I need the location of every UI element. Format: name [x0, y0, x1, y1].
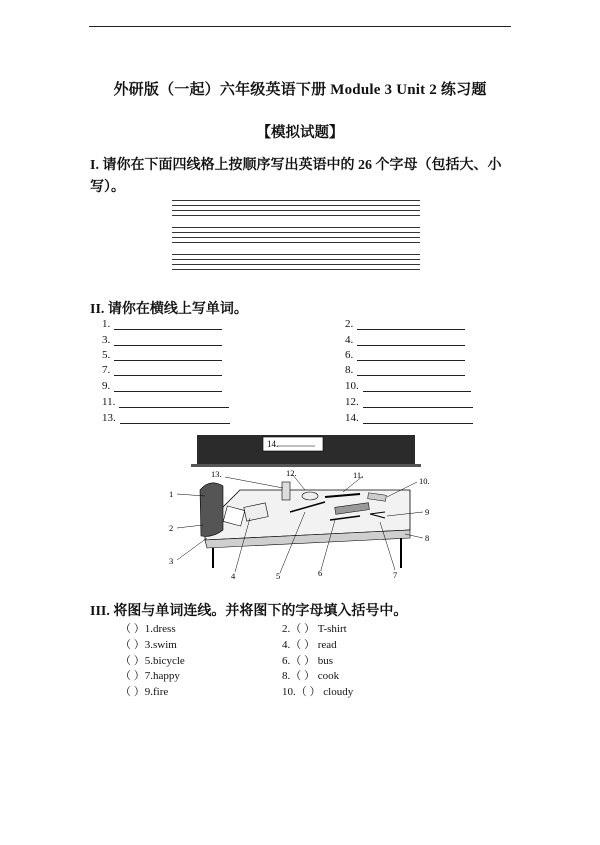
section-1-heading: I. 请你在下面四线格上按顺序写出英语中的 26 个字母（包括大、小写）。 — [90, 158, 502, 195]
word-item: 5. — [102, 349, 222, 363]
match-item: （ ）3.swim — [120, 639, 177, 651]
pic-label-12: 12. — [286, 468, 297, 478]
pic-label-7: 7 — [393, 570, 398, 580]
pic-label-6: 6 — [318, 568, 323, 578]
match-item: 6.（ ） bus — [282, 655, 334, 667]
answer-paren[interactable]: 6.（ ） — [282, 655, 315, 667]
word-item: 2. — [345, 318, 465, 332]
answer-blank[interactable] — [114, 364, 222, 376]
word-item: 7. — [102, 364, 222, 378]
answer-blank[interactable] — [120, 412, 230, 424]
pic-label-2: 2 — [169, 523, 174, 533]
page-title: 外研版（一起）六年级英语下册 Module 3 Unit 2 练习题 — [113, 82, 487, 98]
pic-label-11: 11. — [353, 470, 364, 480]
header-rule — [89, 26, 511, 27]
match-item: （ ）7.happy — [120, 670, 180, 682]
chair — [200, 483, 223, 537]
pic-label-1: 1 — [169, 489, 174, 499]
answer-blank[interactable] — [119, 396, 229, 408]
answer-paren[interactable]: 10.（ ） — [282, 686, 321, 698]
match-item: （ ）1.dress — [120, 623, 176, 635]
pic-label-8: 8 — [425, 533, 430, 543]
pic-label-9: 9 — [425, 507, 430, 517]
pic-label-10: 10. — [419, 476, 430, 486]
answer-blank[interactable] — [357, 334, 465, 346]
answer-blank[interactable] — [114, 334, 222, 346]
word-item: 9. — [102, 380, 222, 394]
answer-paren[interactable]: （ ） — [120, 686, 145, 698]
board-label: 14. — [267, 439, 279, 449]
word-item: 4. — [345, 334, 465, 348]
word-item: 10. — [345, 380, 471, 394]
eraser-object — [302, 492, 318, 500]
match-item: 2.（ ） T-shirt — [282, 623, 347, 635]
glue-object — [282, 482, 290, 500]
word-item: 12. — [345, 396, 473, 410]
answer-blank[interactable] — [363, 396, 473, 408]
answer-blank[interactable] — [114, 349, 222, 361]
answer-blank[interactable] — [363, 380, 471, 392]
pic-label-4: 4 — [231, 571, 236, 580]
word-item: 6. — [345, 349, 465, 363]
answer-blank[interactable] — [114, 318, 222, 330]
word-item: 13. — [102, 412, 230, 426]
pic-label-13: 13. — [211, 469, 222, 479]
four-line-grid — [172, 200, 420, 270]
classroom-illustration — [165, 430, 435, 580]
answer-paren[interactable]: （ ） — [120, 655, 145, 667]
answer-blank[interactable] — [363, 412, 473, 424]
answer-blank[interactable] — [357, 364, 465, 376]
section-3-heading: III. 将图与单词连线。并将图下的字母填入括号中。 — [90, 604, 408, 619]
answer-paren[interactable]: 2.（ ） — [282, 623, 315, 635]
page-subtitle: 【模拟试题】 — [256, 125, 344, 141]
word-item: 8. — [345, 364, 465, 378]
answer-paren[interactable]: 4.（ ） — [282, 639, 315, 651]
pic-label-3: 3 — [169, 556, 174, 566]
word-item: 11. — [102, 396, 229, 410]
answer-blank[interactable] — [357, 318, 465, 330]
answer-blank[interactable] — [357, 349, 465, 361]
match-item: （ ）5.bicycle — [120, 655, 185, 667]
answer-blank[interactable] — [114, 380, 222, 392]
section-2-heading: II. 请你在横线上写单词。 — [90, 302, 248, 317]
word-item: 3. — [102, 334, 222, 348]
match-item: 10.（ ） cloudy — [282, 686, 354, 698]
answer-paren[interactable]: （ ） — [120, 670, 145, 682]
pic-label-5: 5 — [276, 571, 281, 580]
answer-paren[interactable]: （ ） — [120, 623, 145, 635]
answer-paren[interactable]: （ ） — [120, 639, 145, 651]
match-item: （ ）9.fire — [120, 686, 169, 698]
word-item: 1. — [102, 318, 222, 332]
answer-paren[interactable]: 8.（ ） — [282, 670, 315, 682]
match-item: 8.（ ） cook — [282, 670, 340, 682]
match-item: 4.（ ） read — [282, 639, 337, 651]
word-item: 14. — [345, 412, 473, 426]
